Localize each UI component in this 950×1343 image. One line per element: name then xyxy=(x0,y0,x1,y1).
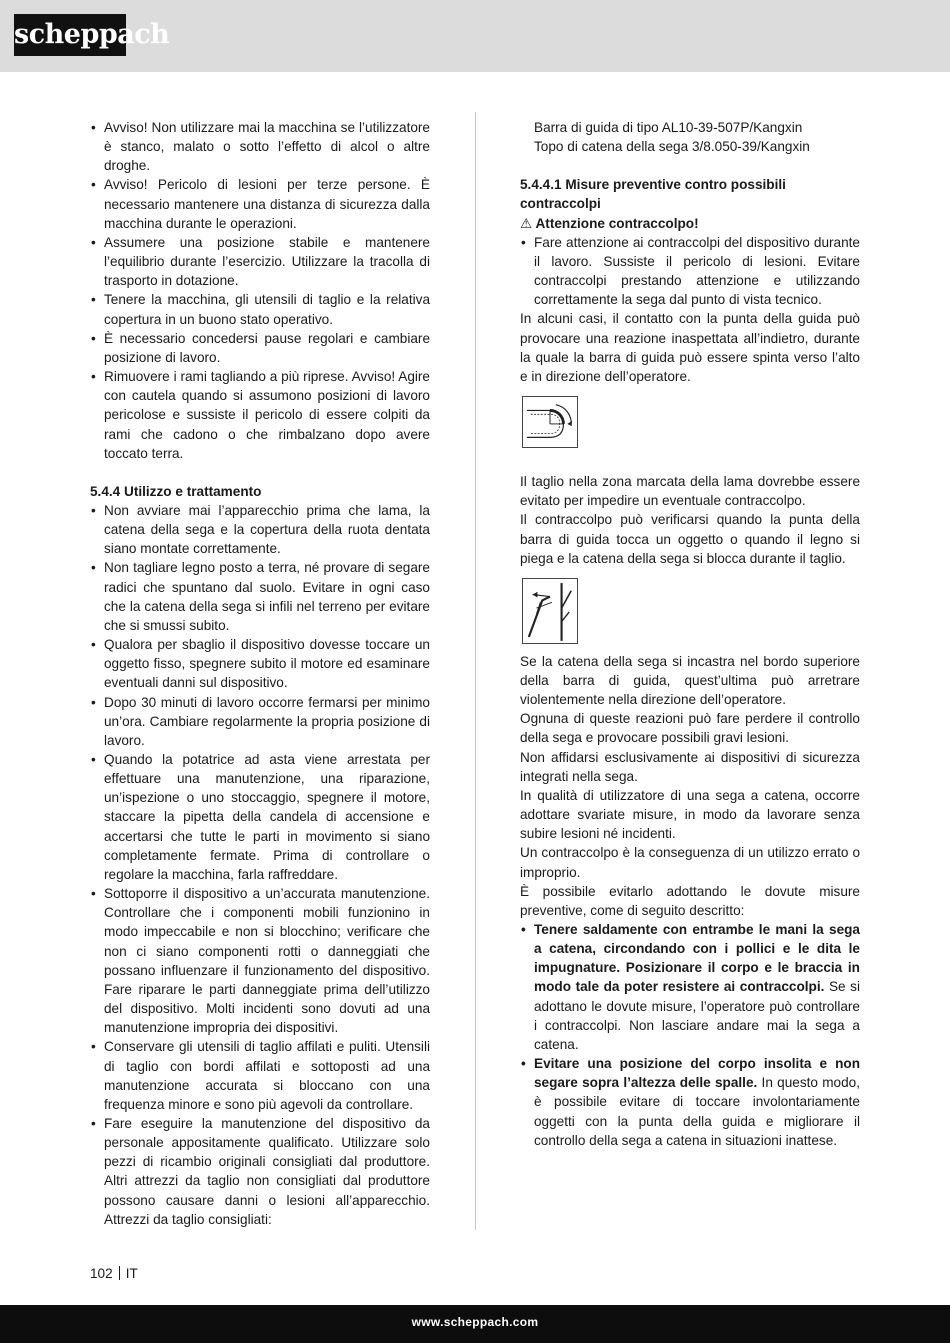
list-item: • Rimuovere i rami tagliando a più riprese. Avviso! Agire con cautela quando si assumono posizioni di lavoro pericolose e sussiste il pericolo di essere colpiti da rami che cadono o che rimbalzano dopo avere toccato terra. xyxy=(90,367,430,463)
list-item: • Sottoporre il dispositivo a un’accurata manutenzione. Controllare che i componenti mobili funzionino in modo impeccabile e non si blocchino; verificare che non ci siano componenti rotti o danneggiati che possano influenzare il funzionamento del dispositivo. Fare riparare le parti danneggiate prima dell’utilizzo del dispositivo. Molti incidenti sono dovuti ad una manutenzione impropria dei dispositivi. xyxy=(90,884,430,1037)
normal-text: In questo modo, è possibile evitare di toccare involontariamente oggetti con la punta della guida e migliorare il controllo della sega a catena in situazioni inattese. xyxy=(534,1075,860,1148)
brand-logo: scheppach xyxy=(14,14,126,56)
list-item: • Avviso! Non utilizzare mai la macchina se l’utilizzatore è stanco, malato o sotto l’effetto di alcol o altre droghe. xyxy=(90,118,430,175)
header-band xyxy=(0,0,950,72)
list-item: • Non avviare mai l’apparecchio prima che lama, la catena della sega e la copertura della ruota dentata siano montate correttamente. xyxy=(90,501,430,558)
paragraph: Il taglio nella zona marcata della lama dovrebbe essere evitato per impedire un eventuale contraccolpo. xyxy=(520,474,860,509)
branch-kickback-icon xyxy=(522,578,578,644)
normal-text: Se si adottano le dovute misure, l’operatore può controllare i contraccolpi. Non lasciare andare mai la sega a catena. xyxy=(534,979,860,1052)
paragraph: Se la catena della sega si incastra nel bordo superiore della barra di guida, quest’ultima può arretrare violentemente nella direzione dell’operatore. xyxy=(520,653,860,708)
preventive-list xyxy=(520,920,860,1150)
list-item: • Non tagliare legno posto a terra, né provare di segare radici che spuntano dal suolo. Evitare in ogni caso che la catena della sega si infili nel terreno per evitare che si smussi subito. xyxy=(90,558,430,635)
list-item: • Assumere una posizione stabile e mantenere l’equilibrio durante l’esercizio. Utilizzare la tracolla di trasporto in dotazione. xyxy=(90,233,430,290)
page-separator xyxy=(119,1266,120,1280)
paragraph: Il contraccolpo può verificarsi quando la punta della barra di guida tocca un oggetto o quando il legno si piega e la catena della sega si blocca durante il taglio. xyxy=(520,512,860,566)
list-item: • Quando la potatrice ad asta viene arrestata per effettuare una manutenzione, una riparazione, un’ispezione o uno stoccaggio, spegnere il motore, staccare la pipetta della candela di accensione e accertarsi che tutte le parti in movimento si siano completamente fermate. Prima di controllare o regolare la macchina, farla raffreddare. xyxy=(90,750,430,884)
list-item: • È necessario concedersi pause regolari e cambiare posizione di lavoro. xyxy=(90,329,430,367)
bold-text: Evitare una posizione del corpo insolita e non segare sopra l’altezza delle spalle. xyxy=(534,1056,860,1091)
list-item: • Avviso! Pericolo di lesioni per terze persone. È necessario mantenere una distanza di sicurezza dalla macchina durante le operazioni. xyxy=(90,175,430,232)
paragraph: In qualità di utilizzatore di una sega a catena, occorre adottare svariate misure, in modo da lavorare senza subire lesioni né incidenti. xyxy=(520,787,860,842)
list-item xyxy=(520,920,860,1054)
usage-list xyxy=(90,501,430,1229)
warning-heading-row xyxy=(520,214,860,233)
list-item: • Tenere la macchina, gli utensili di taglio e la relativa copertura in un buono stato operativo. xyxy=(90,290,430,328)
section-heading: 5.4.4 Utilizzo e trattamento xyxy=(90,483,262,499)
language-code: IT xyxy=(125,1266,138,1281)
page-number: 102 xyxy=(90,1266,113,1281)
warning-list xyxy=(520,233,860,310)
page-number-row xyxy=(90,1266,138,1282)
paragraph: Un contraccolpo è la conseguenza di un utilizzo errato o improprio. xyxy=(520,845,860,880)
list-item: • Fare attenzione ai contraccolpi del dispositivo durante il lavoro. Sussiste il pericolo di lesioni. Evitare contraccolpi prestando attenzione e utilizzando correttamente la sega dal punto di vista tecnico. xyxy=(520,233,860,310)
left-column xyxy=(90,118,430,1229)
footer-band xyxy=(0,1305,950,1343)
paragraph: Ognuna di queste reazioni può fare perdere il controllo della sega e provocare possibili gravi lesioni. xyxy=(520,711,860,746)
safety-list xyxy=(90,118,430,463)
kickback-zone-icon xyxy=(522,396,578,448)
warning-triangle-icon: ⚠ xyxy=(520,215,533,231)
list-item xyxy=(520,1054,860,1150)
right-column xyxy=(520,118,860,1150)
accessory-line: Topo di catena della sega 3/8.050-39/Kangxin xyxy=(534,139,810,155)
list-item: • Conservare gli utensili di taglio affilati e puliti. Utensili di taglio con bordi affilati e sottoposti ad una manutenzione accurata si bloccano con una frequenza minore e sono più agevoli da controllare. xyxy=(90,1037,430,1114)
list-item: • Qualora per sbaglio il dispositivo dovesse toccare un oggetto fisso, spegnere subito il motore ed esaminare eventuali danni sul dispositivo. xyxy=(90,635,430,692)
accessory-line: Barra di guida di tipo AL10-39-507P/Kangxin xyxy=(534,120,803,135)
subsection-heading: 5.4.4.1 Misure preventive contro possibili contraccolpi xyxy=(520,177,786,212)
bold-text: Tenere saldamente con entrambe le mani la sega a catena, circondando con i pollici e le dita le impugnature. Posizionare il corpo e le braccia in modo tale da poter resistere ai contraccolpi. xyxy=(534,922,860,995)
column-divider xyxy=(475,112,476,1230)
website-link[interactable]: www.scheppach.com xyxy=(411,1315,539,1329)
paragraph: Non affidarsi esclusivamente ai dispositivi di sicurezza integrati nella sega. xyxy=(520,749,860,784)
paragraph: È possibile evitarlo adottando le dovute misure preventive, come di seguito descritto: xyxy=(520,883,860,918)
warning-heading: Attenzione contraccolpo! xyxy=(535,215,699,231)
list-item: • Dopo 30 minuti di lavoro occorre fermarsi per minimo un’ora. Cambiare regolarmente la propria posizione di lavoro. xyxy=(90,693,430,750)
list-item: • Fare eseguire la manutenzione del dispositivo da personale appositamente qualificato. Utilizzare solo pezzi di ricambio originali consigliati dal produttore. Altri attrezzi da taglio non consigliati dal produttore possono causare danni o lesioni all’apparecchio. Attrezzi da taglio consigliati: xyxy=(90,1114,430,1229)
paragraph: In alcuni casi, il contatto con la punta della guida può provocare una reazione inaspettata all’indietro, durante la quale la barra di guida può essere spinta verso l’alto e in direzione dell’operatore. xyxy=(520,311,860,384)
